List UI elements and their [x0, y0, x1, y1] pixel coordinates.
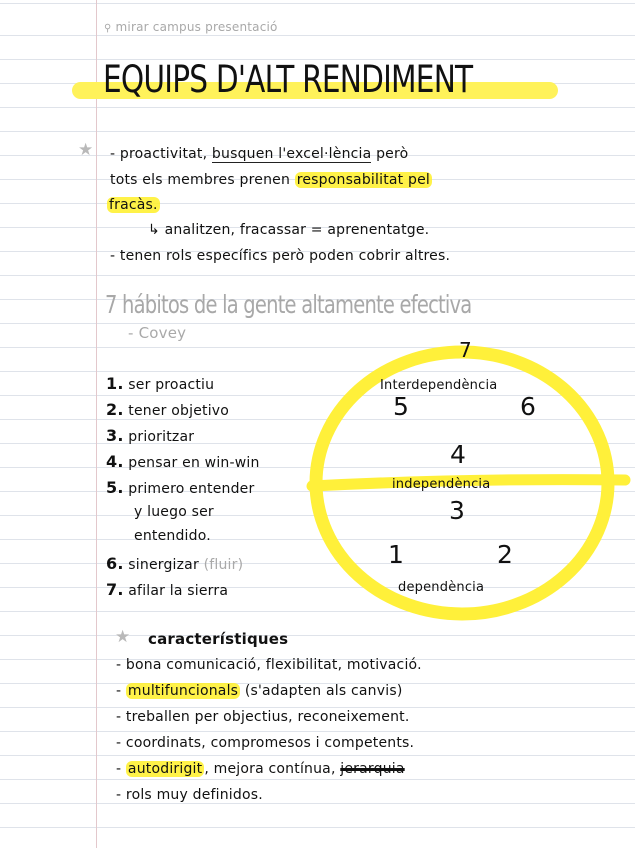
dash: -	[116, 761, 122, 777]
text: tots els membres prenen	[110, 172, 291, 188]
s2-line-2	[116, 683, 402, 699]
item-text: tener objetivo	[128, 403, 230, 419]
diagram-number: 4	[450, 440, 466, 469]
highlighted-text: autodirigit	[127, 761, 203, 777]
item-number: 7.	[106, 580, 124, 599]
text: (s'adapten als canvis)	[244, 683, 403, 699]
text: però	[376, 146, 409, 162]
diagram-number: 5	[393, 392, 409, 421]
struck-text: jerarquia	[340, 761, 405, 777]
s2-line-1	[116, 657, 422, 673]
diagram-number: 3	[449, 496, 465, 525]
highlighted-text: responsabilitat pel	[296, 172, 430, 188]
text: bona comunicació, flexibilitat, motivació.	[125, 657, 422, 673]
dash: -	[116, 657, 122, 673]
dash: -	[110, 146, 116, 162]
star-icon: ★	[78, 140, 94, 160]
item-number: 6.	[106, 554, 124, 573]
item-text: pensar en win-win	[128, 455, 260, 471]
item-text: afilar la sierra	[128, 583, 229, 599]
item-number: 2.	[106, 400, 124, 419]
diagram-number: 7	[459, 338, 472, 362]
arrow-icon: ↳	[148, 222, 160, 238]
s2-line-3	[116, 709, 410, 725]
habits-author: - Covey	[128, 324, 187, 342]
item-text: prioritzar	[128, 429, 195, 445]
characteristics-heading: característiques	[148, 630, 289, 648]
dash: -	[116, 735, 122, 751]
diagram-label-interdependence: Interdependència	[380, 378, 498, 393]
item-number: 5.	[106, 478, 124, 497]
highlighted-text: multifuncionals	[127, 683, 239, 699]
dash: -	[110, 248, 116, 264]
item-text: entendido.	[134, 528, 211, 544]
s2-line-5	[116, 761, 405, 777]
dash: -	[116, 683, 122, 699]
underlined-text: busquen l'excel·lència	[211, 146, 372, 162]
text: rols muy definidos.	[125, 787, 263, 803]
item-note: (fluir)	[203, 557, 244, 573]
header-note-text: mirar campus presentació	[115, 20, 278, 34]
habits-heading: 7 hábitos de la gente altamente efectiva	[105, 290, 472, 319]
text: coordinats, compromesos i competents.	[125, 735, 415, 751]
text: analitzen, fracassar = aprenentatge.	[164, 222, 430, 238]
highlighted-text: fracàs.	[109, 197, 158, 213]
diagram-number: 2	[497, 540, 513, 569]
text: proactivitat,	[119, 146, 208, 162]
item-number: 1.	[106, 374, 124, 393]
diagram-label-dependence: dependència	[398, 580, 485, 595]
item-text: ser proactiu	[128, 377, 215, 393]
page-title: EQUIPS D'ALT RENDIMENT	[103, 58, 473, 101]
item-number: 4.	[106, 452, 124, 471]
text: tenen rols específics però poden cobrir altres.	[119, 248, 451, 264]
s2-line-4	[116, 735, 414, 751]
s2-line-6	[116, 787, 263, 803]
dash: -	[116, 787, 122, 803]
diagram-number: 1	[388, 540, 404, 569]
diagram-number: 6	[520, 392, 536, 421]
dash: -	[116, 709, 122, 725]
item-number: 3.	[106, 426, 124, 445]
item-text: primero entender	[128, 481, 255, 497]
pin-icon: ⚲	[104, 23, 112, 34]
text: treballen per objectius, reconeixement.	[125, 709, 410, 725]
item-text: y luego ser	[134, 504, 214, 520]
diagram-label-independence: independència	[392, 477, 491, 492]
item-text: sinergizar	[128, 557, 199, 573]
text: , mejora contínua,	[204, 761, 336, 777]
star-icon: ★	[115, 627, 131, 647]
